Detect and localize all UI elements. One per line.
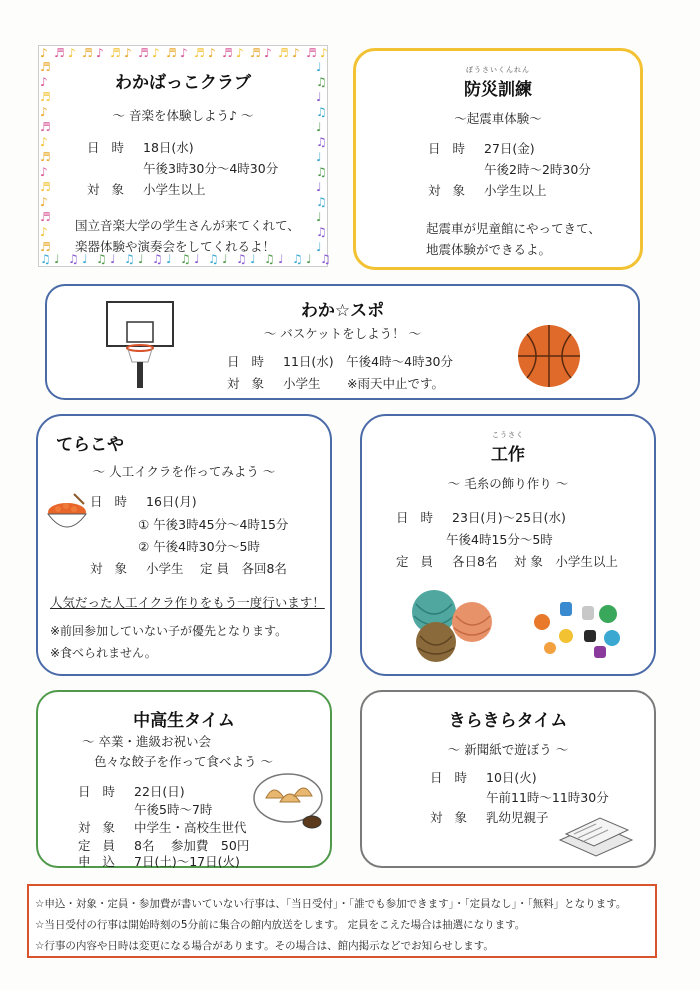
bousai-target-row <box>428 181 547 199</box>
bousai-card <box>353 48 643 270</box>
wakabakko-target-row <box>87 180 206 198</box>
target-value: 小学生以上 <box>484 183 547 198</box>
music-note-icon: ♬ <box>250 46 261 60</box>
terakoya-card <box>36 414 332 676</box>
target-label: 対 象 <box>227 376 268 391</box>
date-value: 16日(月) <box>146 494 197 509</box>
gyoza-plate-icon <box>250 768 330 834</box>
chukou-time: 午後5時～7時 <box>134 802 213 817</box>
bousai-time: 午後2時～2時30分 <box>484 162 591 177</box>
music-note-icon: ♪ <box>264 46 272 60</box>
kirakira-card <box>360 690 656 868</box>
footer-notes <box>27 884 657 958</box>
kirakira-date-row <box>430 768 537 786</box>
date-label: 日 時 <box>430 770 471 785</box>
bousai-desc1: 起震車が児童館にやってきて、 <box>426 221 601 236</box>
yarn-balls-icon <box>406 584 506 664</box>
music-note-icon: ♪ <box>180 46 188 60</box>
target-value: 小学生以上 <box>143 182 206 197</box>
music-note-icon: ♫ <box>320 252 331 266</box>
music-note-icon: ♬ <box>306 46 317 60</box>
target-value: 乳幼児親子 <box>486 810 549 825</box>
bousai-desc2: 地震体験ができるよ。 <box>426 242 552 257</box>
kousaku-time: 午後4時15分～5時 <box>446 532 553 547</box>
date-label: 日 時 <box>90 494 131 509</box>
music-note-icon: ♩ <box>316 180 322 194</box>
date-label: 日 時 <box>396 510 437 525</box>
music-note-icon: ♪ <box>68 46 76 60</box>
target-label: 対 象 <box>90 561 131 576</box>
music-note-icon: ♩ <box>316 210 322 224</box>
kirakira-subtitle: ～ 新聞紙で遊ぼう ～ <box>447 742 569 757</box>
music-note-icon: ♪ <box>208 46 216 60</box>
terakoya-note1: ※前回参加していない子が優先となります。 <box>50 624 288 638</box>
music-note-icon: ♩ <box>316 90 322 104</box>
music-note-icon: ♬ <box>110 46 121 60</box>
bousai-subtitle: ～起震車体験～ <box>454 111 542 126</box>
music-note-icon: ♬ <box>40 240 51 254</box>
music-note-icon: ♪ <box>292 46 300 60</box>
date-value: 22日(日) <box>134 784 185 799</box>
kousaku-title: 工作 <box>491 445 525 465</box>
music-note-icon: ♪ <box>152 46 160 60</box>
music-note-icon: ♩ <box>316 60 322 74</box>
music-note-icon: ♩ <box>316 120 322 134</box>
apply-value: 7日(土)～17日(火) <box>134 854 240 869</box>
cap-value: 8名 参加費 50円 <box>134 838 250 853</box>
music-note-icon: ♩ <box>194 252 200 266</box>
music-note-icon: ♬ <box>40 210 51 224</box>
date-value: 10日(火) <box>486 770 537 785</box>
music-note-icon: ♪ <box>236 46 244 60</box>
target-label: 対 象 <box>428 183 469 198</box>
music-note-icon: ♩ <box>54 252 60 266</box>
music-note-icon: ♬ <box>166 46 177 60</box>
basketball-icon <box>515 322 583 390</box>
kirakira-target-row <box>430 808 549 826</box>
kousaku-ruby: こうさく <box>492 431 524 439</box>
basketball-hoop-icon <box>105 300 175 390</box>
footer-line3: ☆行事の内容や日時は変更になる場合があります。その場合は、館内掲示などでお知らせします。 <box>35 940 494 952</box>
target-label: 対 象 <box>78 820 119 835</box>
beads-icon <box>520 592 630 662</box>
music-note-icon: ♩ <box>222 252 228 266</box>
cap-value: 各日8名 対 象 小学生以上 <box>452 554 618 569</box>
music-note-icon: ♫ <box>208 252 219 266</box>
wakabakko-time: 午後3時30分～4時30分 <box>143 161 279 176</box>
apply-label: 申 込 <box>78 854 119 869</box>
music-note-icon: ♪ <box>40 225 48 239</box>
chukou-target-row <box>78 818 247 836</box>
kousaku-subtitle: ～ 毛糸の飾り作り ～ <box>447 476 569 491</box>
date-value: 11日(水) 午後4時～4時30分 <box>283 354 453 369</box>
sports-title: わか☆スポ <box>300 301 385 321</box>
sports-subtitle: ～ バスケットをしよう！ ～ <box>263 326 422 341</box>
music-note-icon: ♫ <box>40 252 51 266</box>
wakabakko-title: わかばっこクラブ <box>115 73 251 93</box>
music-note-icon: ♬ <box>40 90 51 104</box>
music-note-icon: ♫ <box>264 252 275 266</box>
terakoya-slot1: ① 午後3時45分～4時15分 <box>138 517 289 532</box>
wakabakko-card <box>38 45 328 267</box>
chukou-subtitle2: 色々な餃子を作って食べよう ～ <box>94 754 273 769</box>
music-note-icon: ♫ <box>180 252 191 266</box>
music-note-icon: ♫ <box>68 252 79 266</box>
sports-note: ※雨天中止です。 <box>347 376 444 391</box>
terakoya-note2: ※食べられません。 <box>50 646 157 660</box>
date-value: 18日(水) <box>143 140 194 155</box>
music-note-icon: ♬ <box>278 46 289 60</box>
terakoya-title: てらこや <box>56 435 124 455</box>
music-note-icon: ♫ <box>316 165 327 179</box>
music-note-icon: ♪ <box>40 46 48 60</box>
music-note-icon: ♩ <box>306 252 312 266</box>
cap-label: 定 員 <box>396 554 437 569</box>
music-note-icon: ♫ <box>316 195 327 209</box>
target-value: 小学生 定 員 各回8名 <box>146 561 287 576</box>
music-note-icon: ♫ <box>316 225 327 239</box>
target-label: 対 象 <box>87 182 128 197</box>
kirakira-title: きらきらタイム <box>448 711 568 731</box>
date-label: 日 時 <box>428 141 469 156</box>
music-note-icon: ♬ <box>40 60 51 74</box>
sports-target-row <box>227 374 321 392</box>
chukou-subtitle1: ～ 卒業・進級お祝い会 <box>82 734 211 749</box>
date-label: 日 時 <box>78 784 119 799</box>
wakabakko-desc2: 楽器体験や演奏会をしてくれるよ！ <box>75 239 276 254</box>
music-note-icon: ♬ <box>40 120 51 134</box>
music-note-icon: ♬ <box>54 46 65 60</box>
kousaku-cap-row <box>396 552 618 570</box>
sports-date-row <box>227 352 453 370</box>
music-note-icon: ♬ <box>194 46 205 60</box>
chukou-date-row <box>78 782 185 800</box>
cap-label: 定 員 <box>78 838 119 853</box>
date-label: 日 時 <box>227 354 268 369</box>
footer-line2: ☆当日受付の行事は開始時刻の5分前に集合の館内放送をします。 定員をこえた場合は抽選になります。 <box>35 919 526 931</box>
music-note-icon: ♫ <box>236 252 247 266</box>
music-note-icon: ♪ <box>40 75 48 89</box>
music-note-icon: ♪ <box>40 135 48 149</box>
ikura-bowl-icon <box>44 490 90 540</box>
target-value: 小学生 <box>283 376 321 391</box>
music-note-icon: ♫ <box>316 75 327 89</box>
date-label: 日 時 <box>87 140 128 155</box>
music-note-icon: ♬ <box>222 46 233 60</box>
music-note-icon: ♫ <box>316 105 327 119</box>
date-value: 23日(月)～25日(水) <box>452 510 566 525</box>
bousai-ruby: ぼうさいくんれん <box>466 66 530 74</box>
music-note-icon: ♩ <box>82 252 88 266</box>
music-note-icon: ♪ <box>40 105 48 119</box>
music-note-icon: ♪ <box>124 46 132 60</box>
music-note-icon: ♩ <box>166 252 172 266</box>
newspaper-icon <box>556 810 636 864</box>
music-note-icon: ♬ <box>82 46 93 60</box>
terakoya-slot2: ② 午後4時30分～5時 <box>138 539 260 554</box>
music-note-icon: ♬ <box>40 180 51 194</box>
music-note-icon: ♪ <box>40 195 48 209</box>
music-note-icon: ♬ <box>138 46 149 60</box>
music-note-icon: ♩ <box>316 150 322 164</box>
bousai-date-row <box>428 139 535 157</box>
sports-card <box>45 284 640 400</box>
chukou-card <box>36 690 332 868</box>
target-value: 中学生・高校生世代 <box>134 820 247 835</box>
music-note-icon: ♪ <box>96 46 104 60</box>
kirakira-time: 午前11時～11時30分 <box>486 790 609 805</box>
music-note-icon: ♫ <box>316 135 327 149</box>
wakabakko-desc1: 国立音楽大学の学生さんが来てくれて、 <box>75 218 300 233</box>
terakoya-highlight: 人気だった人工イクラ作りをもう一度行います！ <box>50 595 325 610</box>
wakabakko-subtitle: ～ 音楽を体験しよう♪ ～ <box>112 108 254 123</box>
date-value: 27日(金) <box>484 141 535 156</box>
chukou-apply-row <box>78 852 240 870</box>
chukou-title: 中高生タイム <box>133 711 235 731</box>
music-note-icon: ♫ <box>124 252 135 266</box>
bousai-title: 防災訓練 <box>464 80 532 100</box>
target-label: 対 象 <box>430 810 471 825</box>
music-note-icon: ♩ <box>138 252 144 266</box>
music-note-icon: ♬ <box>40 150 51 164</box>
music-note-icon: ♫ <box>96 252 107 266</box>
kousaku-date-row <box>396 508 566 526</box>
music-note-icon: ♫ <box>152 252 163 266</box>
music-note-icon: ♪ <box>320 46 328 60</box>
terakoya-subtitle: ～ 人工イクラを作ってみよう ～ <box>92 464 276 479</box>
kousaku-card <box>360 414 656 676</box>
music-note-icon: ♪ <box>40 165 48 179</box>
terakoya-date-row <box>90 492 197 510</box>
wakabakko-date-row <box>87 138 194 156</box>
music-note-icon: ♫ <box>292 252 303 266</box>
footer-line1: ☆申込・対象・定員・参加費が書いていない行事は、「当日受付」・「誰でも参加できます」・「定員なし」・「無料」となります。 <box>35 898 627 910</box>
music-note-icon: ♩ <box>110 252 116 266</box>
terakoya-target-row <box>90 559 287 577</box>
music-note-icon: ♩ <box>250 252 256 266</box>
music-note-icon: ♩ <box>278 252 284 266</box>
music-note-icon: ♩ <box>316 240 322 254</box>
